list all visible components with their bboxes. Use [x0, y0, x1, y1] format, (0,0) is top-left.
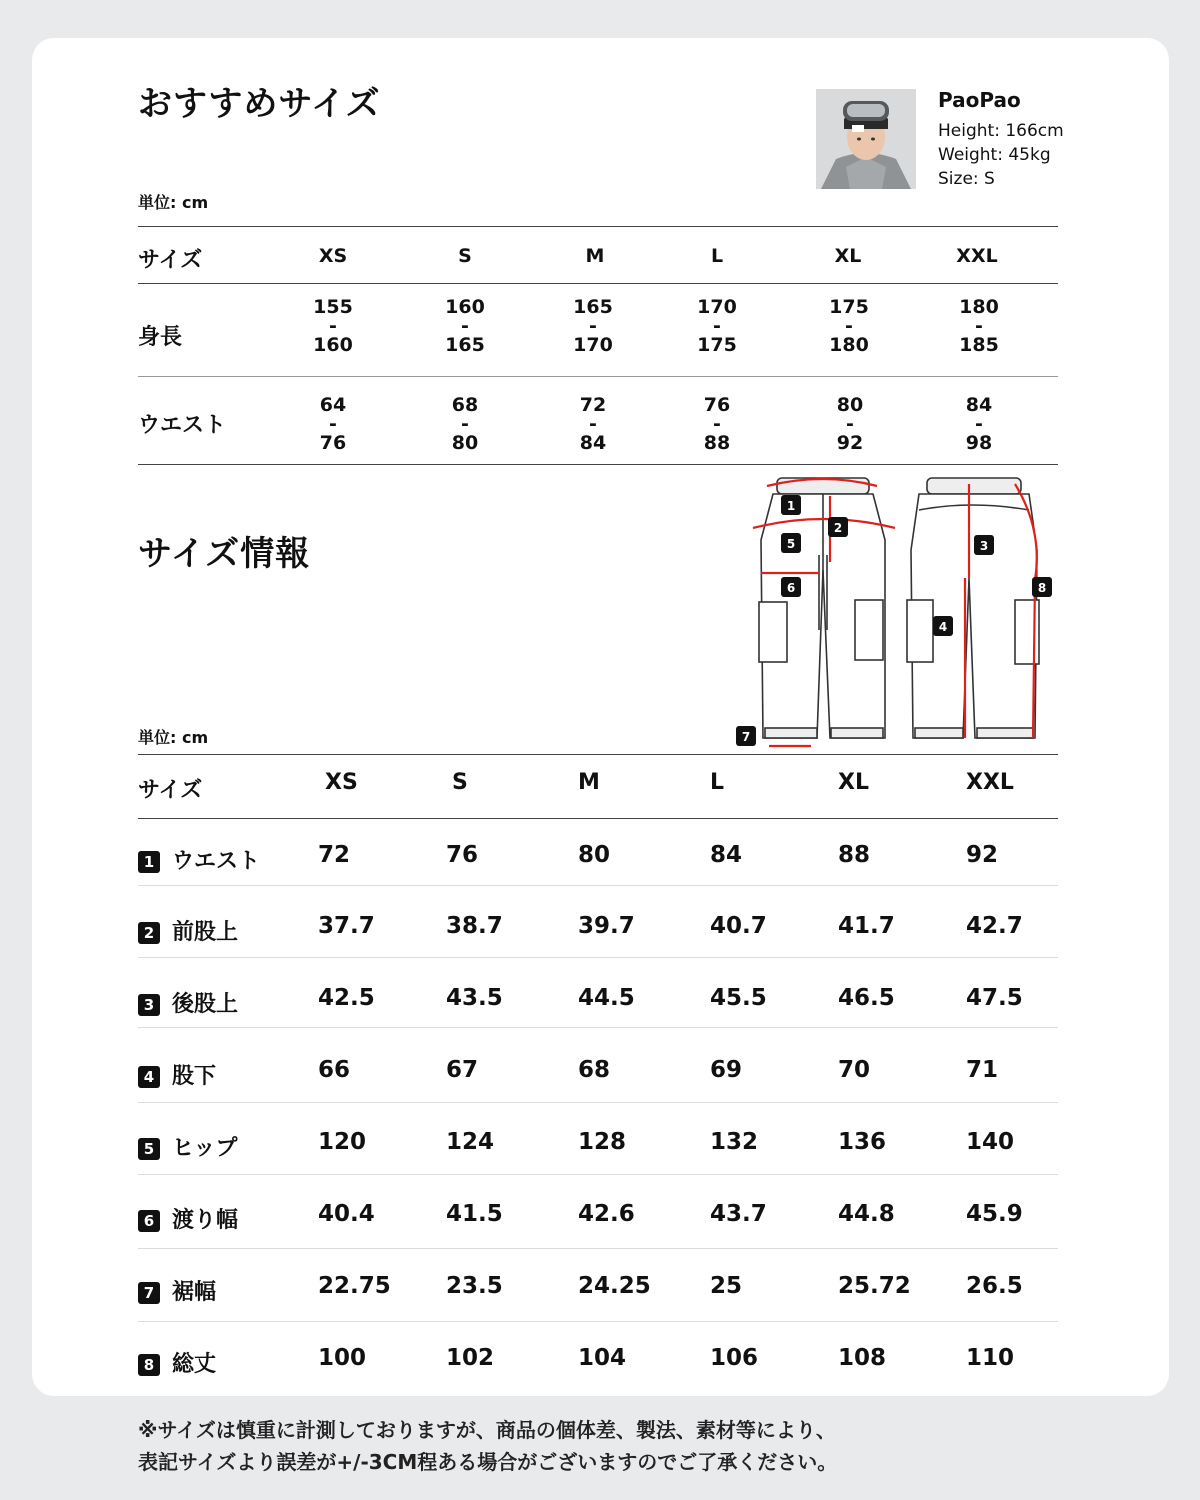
divider: [138, 1248, 1058, 1249]
number-badge: 3: [138, 994, 160, 1016]
measurement-value: 67: [446, 1057, 479, 1083]
row-label-text: ヒップ: [172, 1136, 238, 1161]
row-label: [138, 1131, 237, 1162]
model-size: Size: S: [938, 169, 995, 189]
measurement-value: 23.5: [446, 1273, 503, 1299]
pants-diagram: [735, 470, 1060, 752]
number-badge: 1: [138, 851, 160, 873]
divider: [138, 885, 1058, 886]
svg-text:3: 3: [979, 539, 989, 553]
size-header: XXL: [966, 770, 1014, 795]
measurement-value: 124: [446, 1129, 495, 1155]
size-header: XL: [838, 770, 869, 795]
measurement-value: 39.7: [578, 913, 635, 939]
measurement-value: 104: [578, 1345, 627, 1371]
measurement-value: 45.5: [710, 985, 767, 1011]
measurement-value: 136: [838, 1129, 887, 1155]
row-label: [138, 1203, 238, 1234]
size-header: S: [458, 245, 472, 267]
row-label: [138, 915, 238, 946]
divider: [138, 818, 1058, 819]
size-header: L: [710, 245, 724, 267]
size-info-header-label: サイズ: [138, 778, 203, 803]
waist-range: 76 - 88: [703, 394, 731, 454]
measurement-value: 132: [710, 1129, 759, 1155]
svg-text:6: 6: [786, 581, 796, 595]
waist-range: 80 - 92: [836, 394, 864, 454]
row-label-text: 前股上: [172, 920, 239, 945]
measurement-value: 41.5: [446, 1201, 503, 1227]
size-header: XXL: [956, 245, 998, 267]
disclaimer-line-2: 表記サイズより誤差が+/-3CM程ある場合がございますのでご了承ください。: [138, 1450, 838, 1474]
row-label: [138, 1275, 216, 1306]
waist-range: 84 - 98: [965, 394, 993, 454]
measurement-value: 42.6: [578, 1201, 635, 1227]
measurement-value: 38.7: [446, 913, 503, 939]
measurement-value: 25.72: [838, 1273, 911, 1299]
measurement-value: 71: [966, 1057, 999, 1083]
measurement-value: 68: [578, 1057, 611, 1083]
svg-text:4: 4: [938, 620, 948, 634]
measurement-value: 80: [578, 842, 611, 868]
size-header: L: [710, 770, 725, 795]
measurement-value: 44.5: [578, 985, 635, 1011]
divider: [138, 1102, 1058, 1103]
divider: [138, 464, 1058, 465]
number-badge: 6: [138, 1210, 160, 1232]
measurement-value: 88: [838, 842, 871, 868]
divider: [138, 957, 1058, 958]
height-range: 170 - 175: [697, 296, 737, 356]
measurement-value: 42.7: [966, 913, 1023, 939]
measurement-value: 43.7: [710, 1201, 767, 1227]
divider: [138, 376, 1058, 377]
measurement-value: 42.5: [318, 985, 375, 1011]
size-header: XS: [325, 770, 358, 795]
measurement-value: 76: [446, 842, 479, 868]
measurement-value: 66: [318, 1057, 351, 1083]
size-header: XL: [834, 245, 862, 267]
number-badge: 5: [138, 1138, 160, 1160]
divider: [138, 754, 1058, 755]
measurement-value: 25: [710, 1273, 743, 1299]
row-label: [138, 1059, 216, 1090]
row-label: [138, 844, 260, 875]
model-height: Height: 166cm: [938, 121, 1064, 141]
row-label-height: 身長: [138, 325, 183, 350]
measurement-value: 120: [318, 1129, 367, 1155]
measurement-value: 37.7: [318, 913, 375, 939]
row-label-text: 総丈: [172, 1352, 217, 1377]
measurement-value: 128: [578, 1129, 627, 1155]
measurement-value: 26.5: [966, 1273, 1023, 1299]
number-badge: 8: [138, 1354, 160, 1376]
measurement-value: 102: [446, 1345, 495, 1371]
number-badge: 2: [138, 922, 160, 944]
model-weight: Weight: 45kg: [938, 145, 1051, 165]
svg-text:8: 8: [1037, 581, 1047, 595]
measurement-value: 46.5: [838, 985, 895, 1011]
recommended-title: おすすめサイズ: [138, 84, 381, 124]
divider: [138, 1321, 1058, 1322]
row-label-text: 裾幅: [172, 1280, 217, 1305]
measurement-value: 22.75: [318, 1273, 391, 1299]
svg-text:7: 7: [741, 730, 751, 744]
size-header: M: [578, 770, 600, 795]
recommended-header-label: サイズ: [138, 248, 203, 273]
waist-range: 68 - 80: [451, 394, 479, 454]
waist-range: 64 - 76: [319, 394, 347, 454]
divider: [138, 1027, 1058, 1028]
measurement-value: 72: [318, 842, 351, 868]
height-range: 155 - 160: [313, 296, 353, 356]
height-range: 160 - 165: [445, 296, 485, 356]
number-badge: 7: [138, 1282, 160, 1304]
row-label-text: 股下: [172, 1064, 217, 1089]
measurement-value: 40.4: [318, 1201, 375, 1227]
row-label: [138, 1347, 216, 1378]
measurement-value: 140: [966, 1129, 1015, 1155]
measurement-value: 84: [710, 842, 743, 868]
number-badge: 4: [138, 1066, 160, 1088]
disclaimer-line-1: ※サイズは慎重に計測しておりますが、商品の個体差、製法、素材等により、: [138, 1418, 836, 1442]
svg-text:1: 1: [786, 499, 796, 513]
measurement-value: 41.7: [838, 913, 895, 939]
size-header: M: [585, 245, 605, 267]
size-info-unit: 単位: cm: [138, 728, 209, 747]
measurement-value: 108: [838, 1345, 887, 1371]
divider: [138, 1174, 1058, 1175]
measurement-value: 106: [710, 1345, 759, 1371]
measurement-value: 69: [710, 1057, 743, 1083]
row-label-waist: ウエスト: [138, 413, 227, 438]
measurement-value: 70: [838, 1057, 871, 1083]
measurement-value: 110: [966, 1345, 1015, 1371]
svg-text:5: 5: [786, 537, 796, 551]
divider: [138, 283, 1058, 284]
waist-range: 72 - 84: [579, 394, 607, 454]
row-label: [138, 987, 238, 1018]
divider: [138, 226, 1058, 227]
measurement-value: 92: [966, 842, 999, 868]
size-header: S: [452, 770, 468, 795]
measurement-value: 24.25: [578, 1273, 651, 1299]
measurement-value: 40.7: [710, 913, 767, 939]
height-range: 165 - 170: [573, 296, 613, 356]
size-info-title: サイズ情報: [138, 534, 311, 574]
measurement-value: 44.8: [838, 1201, 895, 1227]
height-range: 175 - 180: [829, 296, 869, 356]
recommended-unit: 単位: cm: [138, 193, 209, 212]
measurement-value: 43.5: [446, 985, 503, 1011]
measurement-value: 100: [318, 1345, 367, 1371]
size-header: XS: [318, 245, 348, 267]
row-label-text: 後股上: [172, 992, 239, 1017]
measurement-value: 45.9: [966, 1201, 1023, 1227]
model-photo: [816, 89, 916, 189]
svg-text:2: 2: [833, 521, 843, 535]
row-label-text: 渡り幅: [172, 1208, 239, 1233]
model-name: PaoPao: [938, 88, 1021, 112]
height-range: 180 - 185: [959, 296, 999, 356]
row-label-text: ウエスト: [172, 849, 261, 874]
measurement-value: 47.5: [966, 985, 1023, 1011]
